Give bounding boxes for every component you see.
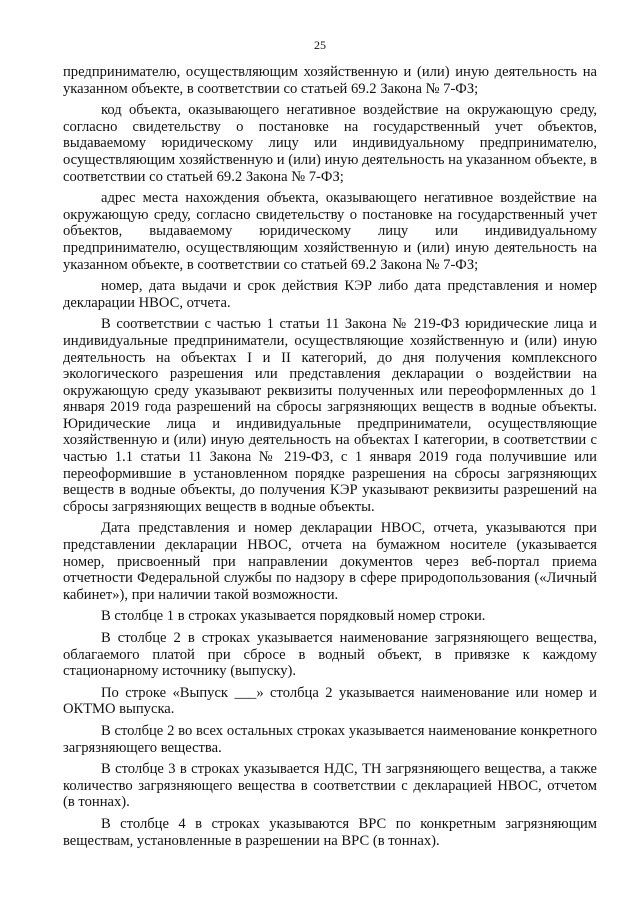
paragraph: В столбце 2 в строках указывается наименование загрязняющего вещества, облагаемого платой при сбросе в водный объект, в привязке к каждому стационарному источнику (выпуску). [63,630,597,680]
document-body [63,64,597,854]
paragraph: код объекта, оказывающего негативное воздействие на окружающую среду, согласно свидетельству о постановке на государственный учет объектов, выдаваемому юридическому лицу или индивидуальному предпринимателю, осуществляющим хозяйственную и (или) иную деятельность на указанном объекте, в соответствии со статьей 69.2 Закона № 7-ФЗ; [63,102,597,185]
paragraph: номер, дата выдачи и срок действия КЭР либо дата представления и номер декларации НВОС, отчета. [63,278,597,311]
paragraph: В соответствии с частью 1 статьи 11 Закона № 219-ФЗ юридические лица и индивидуальные предприниматели, осуществляющие хозяйственную и (или) иную деятельность на объектах I и II категорий, до дня получения комплексного экологического разрешения или представления декларации о воздействии на окружающую среду указывают реквизиты полученных или переоформленных до 1 января 2019 года разрешений на сбросы загрязняющих веществ в водные объекты. Юридические лица и индивидуальные предприниматели, осуществляющие хозяйственную и (или) иную деятельность на объектах I категории, в соответствии с частью 1.1 статьи 11 Закона № 219-ФЗ, с 1 января 2019 года получившие или переоформившие в установленном порядке разрешения на сбросы загрязняющих веществ в водные объекты, до получения КЭР указывают реквизиты разрешений на сбросы загрязняющих веществ в водные объекты. [63,316,597,515]
paragraph: По строке «Выпуск ___» столбца 2 указывается наименование или номер и ОКТМО выпуска. [63,684,597,718]
paragraph: В столбце 4 в строках указываются ВРС по конкретным загрязняющим веществам, установленные в разрешении на ВРС (в тоннах). [63,815,597,849]
paragraph: Дата представления и номер декларации НВОС, отчета, указываются при представлении декларации НВОС, отчета на бумажном носителе (указывается номер, присвоенный при направлении документов через веб-портал приема отчетности Федеральной службы по надзору в сфере природопользования («Личный кабинет»), при наличии такой возможности. [63,520,597,603]
page-number: 25 [314,38,326,52]
paragraph: В столбце 1 в строках указывается порядковый номер строки. [101,608,486,625]
paragraph: В столбце 2 во всех остальных строках указывается наименование конкретного загрязняющего вещества. [63,722,597,756]
paragraph-continued: предпринимателю, осуществляющим хозяйственную и (или) иную деятельность на указанном объекте, в соответствии со статьей 69.2 Закона № 7-ФЗ; [63,64,597,97]
paragraph: адрес места нахождения объекта, оказывающего негативное воздействие на окружающую среду, согласно свидетельству о постановке на государственный учет объектов, выдаваемому юридическому лицу или индивидуальному предпринимателю, осуществляющим хозяйственную и (или) иную деятельность на указанном объекте, в соответствии со статьей 69.2 Закона № 7-ФЗ; [63,190,597,273]
paragraph: В столбце 3 в строках указывается НДС, ТН загрязняющего вещества, а также количество загрязняющего вещества в соответствии с декларацией НВОС, отчетом (в тоннах). [63,761,597,811]
